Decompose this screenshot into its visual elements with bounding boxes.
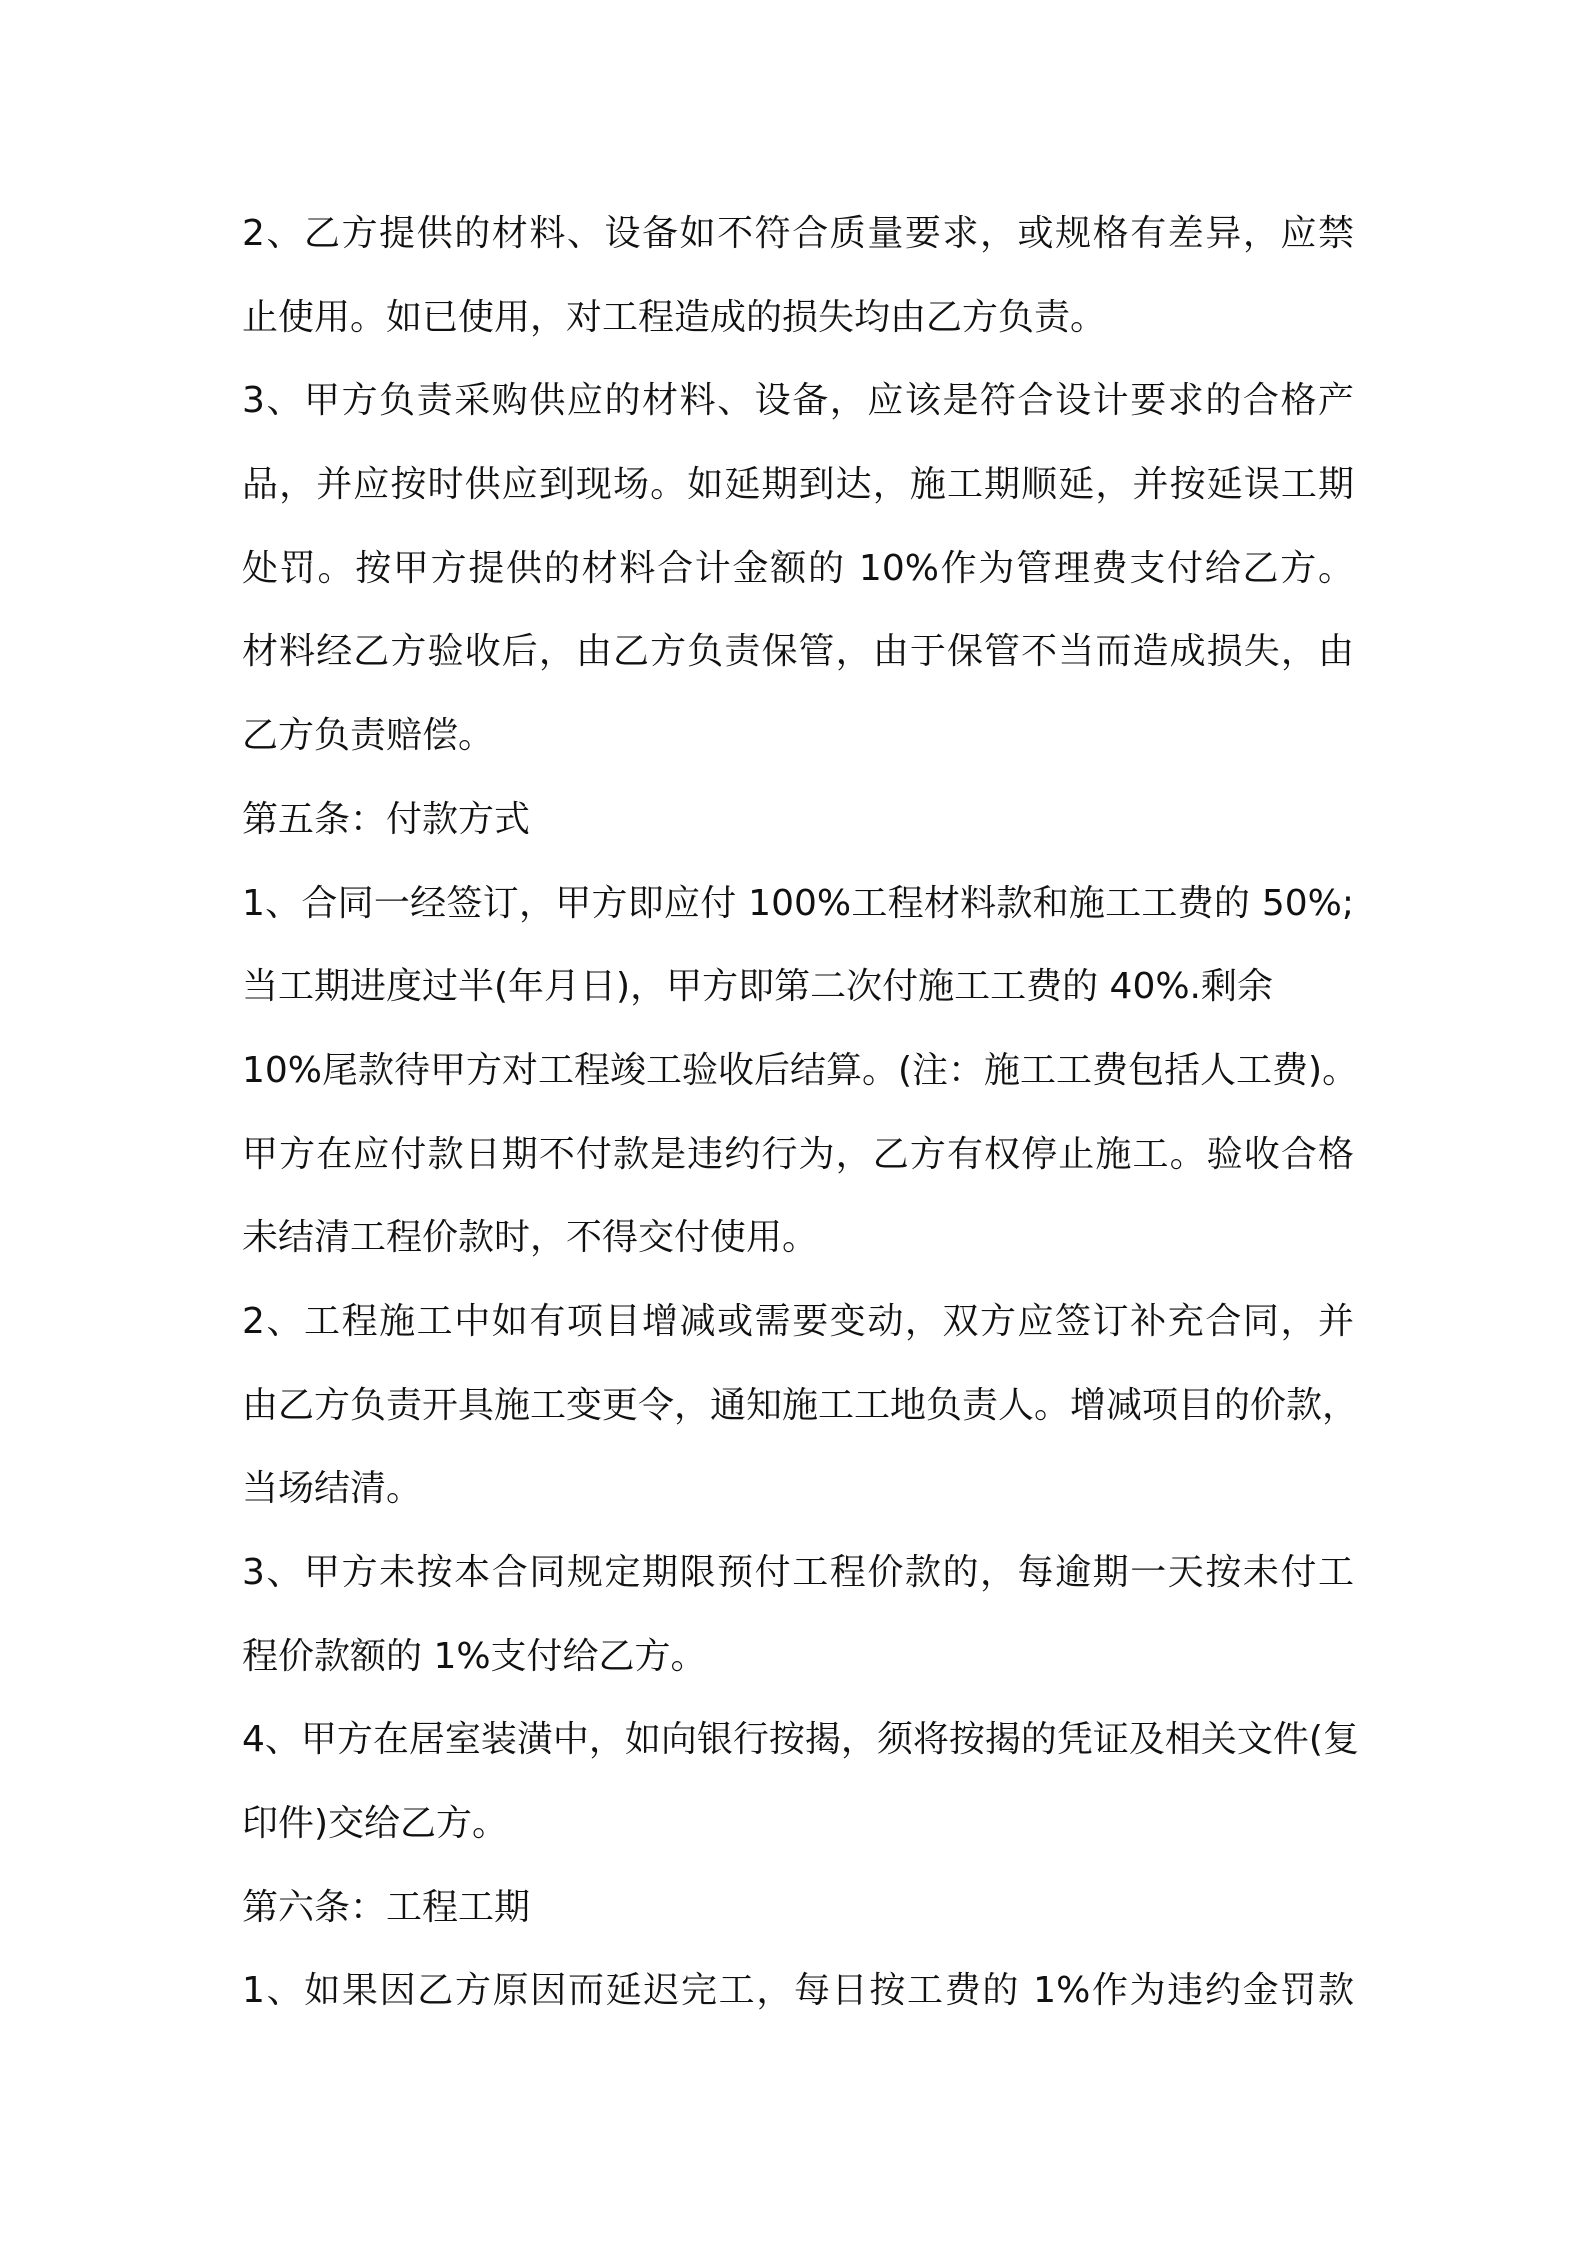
text-line: 3、甲方负责采购供应的材料、设备，应该是符合设计要求的合格产: [242, 380, 1354, 422]
document-body: [242, 192, 1362, 2033]
text-line: 3、甲方未按本合同规定期限预付工程价款的，每逾期一天按未付工: [242, 1552, 1354, 1593]
text-line: 品，并应按时供应到现场。如延期到达，施工期顺延，并按延误工期: [242, 464, 1354, 506]
text-line: 4、甲方在居室装潢中，如向银行按揭，须将按揭的凭证及相关文件(复: [242, 1719, 1359, 1761]
section-heading: 第五条：付款方式: [242, 798, 531, 840]
text-line: 乙方负责赔偿。: [242, 715, 495, 757]
text-line: 1、合同一经签订，甲方即应付 100%工程材料款和施工工费的 50%;: [242, 882, 1354, 924]
text-line: 当工期进度过半(年月日)，甲方即第二次付施工工费的 40%.剩余: [242, 966, 1273, 1008]
text-line: 材料经乙方验收后，由乙方负责保管，由于保管不当而造成损失，由: [242, 631, 1354, 673]
text-line: 当场结清。: [242, 1468, 423, 1510]
text-line: 处罚。按甲方提供的材料合计金额的 10%作为管理费支付给乙方。: [242, 547, 1354, 589]
text-line: 10%尾款待甲方对工程竣工验收后结算。(注：施工工费包括人工费)。: [242, 1049, 1359, 1091]
text-line: 2、乙方提供的材料、设备如不符合质量要求，或规格有差异，应禁: [242, 213, 1354, 254]
text-line: 2、工程施工中如有项目增减或需要变动，双方应签订补充合同，并: [242, 1300, 1354, 1342]
text-line: 印件)交给乙方。: [242, 1803, 509, 1845]
text-line: 止使用。如已使用，对工程造成的损失均由乙方负责。: [242, 296, 1107, 338]
text-line: 程价款额的 1%支付给乙方。: [242, 1635, 707, 1677]
section-heading: 第六条：工程工期: [242, 1886, 531, 1928]
text-line: 由乙方负责开具施工变更令，通知施工工地负责人。增减项目的价款，: [242, 1384, 1359, 1426]
text-line: 甲方在应付款日期不付款是违约行为，乙方有权停止施工。验收合格: [242, 1133, 1354, 1175]
text-line: 未结清工程价款时，不得交付使用。: [242, 1217, 819, 1259]
text-line: 1、如果因乙方原因而延迟完工，每日按工费的 1%作为违约金罚款: [242, 1970, 1354, 2012]
